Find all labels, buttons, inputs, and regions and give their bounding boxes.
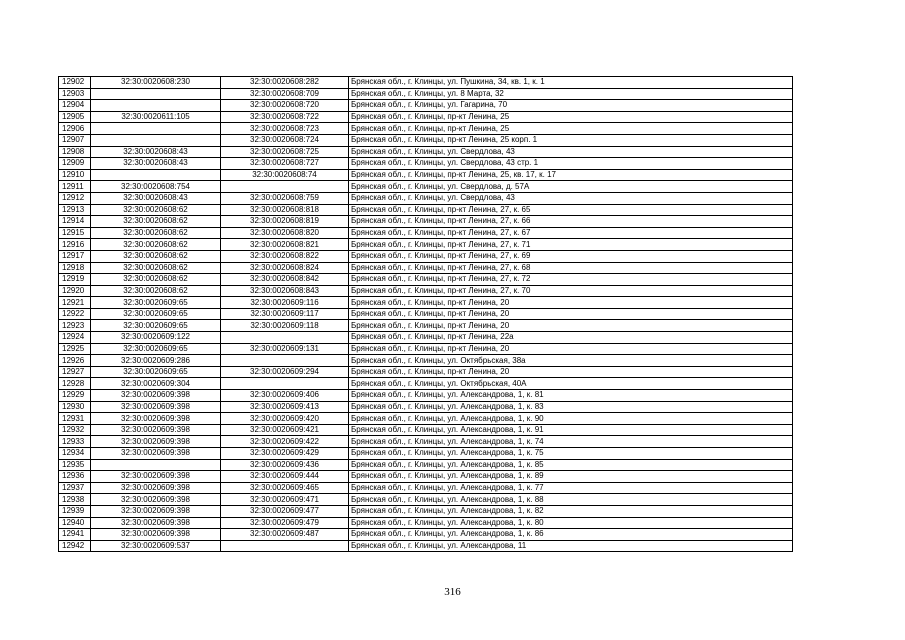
table-row <box>59 390 793 402</box>
address-cell: Брянская обл., г. Клинцы, пр-кт Ленина, 25 <box>349 123 793 135</box>
table-row <box>59 297 793 309</box>
row-number-cell: 12906 <box>59 123 91 135</box>
row-number-cell: 12916 <box>59 239 91 251</box>
cadastral-number-cell: 32:30:0020609:65 <box>91 320 221 332</box>
address-cell: Брянская обл., г. Клинцы, пр-кт Ленина, 20 <box>349 343 793 355</box>
object-cadastral-number-cell: 32:30:0020608:824 <box>221 262 349 274</box>
cadastral-number-cell: 32:30:0020609:398 <box>91 471 221 483</box>
address-cell: Брянская обл., г. Клинцы, ул. Александрова, 1, к. 75 <box>349 448 793 460</box>
table-row <box>59 448 793 460</box>
object-cadastral-number-cell: 32:30:0020608:725 <box>221 146 349 158</box>
row-number-cell: 12904 <box>59 100 91 112</box>
row-number-cell: 12937 <box>59 482 91 494</box>
address-cell: Брянская обл., г. Клинцы, ул. Свердлова, 43 стр. 1 <box>349 158 793 170</box>
row-number-cell: 12934 <box>59 448 91 460</box>
object-cadastral-number-cell: 32:30:0020608:727 <box>221 158 349 170</box>
cadastral-number-cell: 32:30:0020609:398 <box>91 401 221 413</box>
table-row <box>59 308 793 320</box>
table-row <box>59 505 793 517</box>
table-row <box>59 239 793 251</box>
table-row <box>59 227 793 239</box>
address-cell: Брянская обл., г. Клинцы, пр-кт Ленина, 25 корп. 1 <box>349 134 793 146</box>
cadastral-number-cell: 32:30:0020608:62 <box>91 250 221 262</box>
object-cadastral-number-cell: 32:30:0020609:420 <box>221 413 349 425</box>
address-cell: Брянская обл., г. Клинцы, ул. Александрова, 1, к. 82 <box>349 505 793 517</box>
cadastral-number-cell: 32:30:0020608:62 <box>91 216 221 228</box>
address-cell: Брянская обл., г. Клинцы, ул. 8 Марта, 32 <box>349 88 793 100</box>
cadastral-number-cell: 32:30:0020609:65 <box>91 308 221 320</box>
cadastral-number-cell: 32:30:0020609:537 <box>91 540 221 552</box>
table-row <box>59 424 793 436</box>
table-row <box>59 216 793 228</box>
object-cadastral-number-cell: 32:30:0020609:406 <box>221 390 349 402</box>
table-row <box>59 320 793 332</box>
row-number-cell: 12932 <box>59 424 91 436</box>
cadastral-number-cell: 32:30:0020609:398 <box>91 517 221 529</box>
object-cadastral-number-cell: 32:30:0020608:74 <box>221 169 349 181</box>
row-number-cell: 12907 <box>59 134 91 146</box>
cadastral-number-cell: 32:30:0020608:230 <box>91 77 221 89</box>
object-cadastral-number-cell: 32:30:0020609:118 <box>221 320 349 332</box>
row-number-cell: 12917 <box>59 250 91 262</box>
address-cell: Брянская обл., г. Клинцы, ул. Пушкина, 34, кв. 1, к. 1 <box>349 77 793 89</box>
cadastral-number-cell: 32:30:0020609:398 <box>91 494 221 506</box>
object-cadastral-number-cell: 32:30:0020608:821 <box>221 239 349 251</box>
table-row <box>59 123 793 135</box>
row-number-cell: 12914 <box>59 216 91 228</box>
cadastral-number-cell: 32:30:0020608:62 <box>91 285 221 297</box>
row-number-cell: 12933 <box>59 436 91 448</box>
page-number: 316 <box>444 586 461 598</box>
row-number-cell: 12921 <box>59 297 91 309</box>
cadastral-number-cell <box>91 169 221 181</box>
row-number-cell: 12940 <box>59 517 91 529</box>
address-cell: Брянская обл., г. Клинцы, пр-кт Ленина, 27, к. 66 <box>349 216 793 228</box>
row-number-cell: 12931 <box>59 413 91 425</box>
address-cell: Брянская обл., г. Клинцы, пр-кт Ленина, 27, к. 65 <box>349 204 793 216</box>
cadastral-number-cell: 32:30:0020609:398 <box>91 424 221 436</box>
object-cadastral-number-cell: 32:30:0020608:759 <box>221 192 349 204</box>
address-cell: Брянская обл., г. Клинцы, ул. Александрова, 1, к. 80 <box>349 517 793 529</box>
row-number-cell: 12935 <box>59 459 91 471</box>
row-number-cell: 12915 <box>59 227 91 239</box>
row-number-cell: 12927 <box>59 366 91 378</box>
address-cell: Брянская обл., г. Клинцы, пр-кт Ленина, 27, к. 69 <box>349 250 793 262</box>
address-cell: Брянская обл., г. Клинцы, ул. Свердлова, 43 <box>349 192 793 204</box>
address-cell: Брянская обл., г. Клинцы, ул. Александрова, 1, к. 90 <box>349 413 793 425</box>
table-body <box>59 77 793 552</box>
table-row <box>59 192 793 204</box>
address-cell: Брянская обл., г. Клинцы, пр-кт Ленина, 20 <box>349 308 793 320</box>
object-cadastral-number-cell: 32:30:0020608:724 <box>221 134 349 146</box>
address-cell: Брянская обл., г. Клинцы, ул. Александрова, 1, к. 74 <box>349 436 793 448</box>
row-number-cell: 12925 <box>59 343 91 355</box>
address-cell: Брянская обл., г. Клинцы, ул. Александрова, 1, к. 86 <box>349 529 793 541</box>
row-number-cell: 12939 <box>59 505 91 517</box>
cadastral-number-cell <box>91 134 221 146</box>
address-cell: Брянская обл., г. Клинцы, ул. Александрова, 11 <box>349 540 793 552</box>
cadastral-number-cell: 32:30:0020609:65 <box>91 297 221 309</box>
cadastral-number-cell: 32:30:0020608:62 <box>91 262 221 274</box>
object-cadastral-number-cell: 32:30:0020609:421 <box>221 424 349 436</box>
object-cadastral-number-cell: 32:30:0020608:720 <box>221 100 349 112</box>
address-cell: Брянская обл., г. Клинцы, ул. Александрова, 1, к. 88 <box>349 494 793 506</box>
row-number-cell: 12918 <box>59 262 91 274</box>
object-cadastral-number-cell: 32:30:0020609:477 <box>221 505 349 517</box>
row-number-cell: 12924 <box>59 332 91 344</box>
cadastral-number-cell: 32:30:0020608:43 <box>91 146 221 158</box>
address-cell: Брянская обл., г. Клинцы, ул. Александрова, 1, к. 89 <box>349 471 793 483</box>
table-row <box>59 158 793 170</box>
address-cell: Брянская обл., г. Клинцы, ул. Свердлова, д. 57А <box>349 181 793 193</box>
cadastral-number-cell: 32:30:0020609:286 <box>91 355 221 367</box>
address-cell: Брянская обл., г. Клинцы, ул. Свердлова, 43 <box>349 146 793 158</box>
address-cell: Брянская обл., г. Клинцы, ул. Октябрьская, 40А <box>349 378 793 390</box>
table-row <box>59 540 793 552</box>
object-cadastral-number-cell: 32:30:0020609:413 <box>221 401 349 413</box>
cadastral-number-cell: 32:30:0020608:43 <box>91 192 221 204</box>
row-number-cell: 12938 <box>59 494 91 506</box>
table-row <box>59 181 793 193</box>
object-cadastral-number-cell: 32:30:0020608:723 <box>221 123 349 135</box>
cadastral-number-cell: 32:30:0020608:62 <box>91 227 221 239</box>
object-cadastral-number-cell <box>221 181 349 193</box>
address-cell: Брянская обл., г. Клинцы, ул. Александрова, 1, к. 77 <box>349 482 793 494</box>
row-number-cell: 12909 <box>59 158 91 170</box>
table-row <box>59 355 793 367</box>
address-cell: Брянская обл., г. Клинцы, пр-кт Ленина, 27, к. 71 <box>349 239 793 251</box>
table-row <box>59 401 793 413</box>
table-row <box>59 169 793 181</box>
object-cadastral-number-cell: 32:30:0020609:487 <box>221 529 349 541</box>
object-cadastral-number-cell: 32:30:0020608:822 <box>221 250 349 262</box>
row-number-cell: 12919 <box>59 274 91 286</box>
address-cell: Брянская обл., г. Клинцы, ул. Александрова, 1, к. 83 <box>349 401 793 413</box>
cadastral-number-cell: 32:30:0020608:62 <box>91 204 221 216</box>
table-row <box>59 285 793 297</box>
object-cadastral-number-cell: 32:30:0020609:479 <box>221 517 349 529</box>
address-cell: Брянская обл., г. Клинцы, пр-кт Ленина, 27, к. 72 <box>349 274 793 286</box>
address-cell: Брянская обл., г. Клинцы, пр-кт Ленина, 25 <box>349 111 793 123</box>
table-row <box>59 262 793 274</box>
cadastral-number-cell: 32:30:0020609:398 <box>91 390 221 402</box>
table-row <box>59 482 793 494</box>
cadastral-number-cell <box>91 123 221 135</box>
cadastral-number-cell <box>91 88 221 100</box>
table-row <box>59 494 793 506</box>
row-number-cell: 12913 <box>59 204 91 216</box>
cadastral-number-cell: 32:30:0020609:398 <box>91 482 221 494</box>
object-cadastral-number-cell: 32:30:0020608:282 <box>221 77 349 89</box>
row-number-cell: 12912 <box>59 192 91 204</box>
object-cadastral-number-cell: 32:30:0020608:843 <box>221 285 349 297</box>
address-cell: Брянская обл., г. Клинцы, пр-кт Ленина, 20 <box>349 297 793 309</box>
object-cadastral-number-cell: 32:30:0020609:429 <box>221 448 349 460</box>
object-cadastral-number-cell: 32:30:0020608:722 <box>221 111 349 123</box>
cadastral-number-cell: 32:30:0020611:105 <box>91 111 221 123</box>
cadastral-number-cell: 32:30:0020609:398 <box>91 413 221 425</box>
table-row <box>59 204 793 216</box>
table-row <box>59 529 793 541</box>
cadastral-number-cell: 32:30:0020608:43 <box>91 158 221 170</box>
row-number-cell: 12929 <box>59 390 91 402</box>
cadastral-number-cell: 32:30:0020609:398 <box>91 505 221 517</box>
table-row <box>59 134 793 146</box>
object-cadastral-number-cell: 32:30:0020608:709 <box>221 88 349 100</box>
cadastral-number-cell: 32:30:0020609:398 <box>91 529 221 541</box>
address-cell: Брянская обл., г. Клинцы, ул. Октябрьская, 38а <box>349 355 793 367</box>
address-cell: Брянская обл., г. Клинцы, ул. Александрова, 1, к. 91 <box>349 424 793 436</box>
row-number-cell: 12926 <box>59 355 91 367</box>
table-row <box>59 77 793 89</box>
table-row <box>59 146 793 158</box>
object-cadastral-number-cell: 32:30:0020608:819 <box>221 216 349 228</box>
table-row <box>59 459 793 471</box>
cadastral-number-cell: 32:30:0020609:398 <box>91 436 221 448</box>
object-cadastral-number-cell: 32:30:0020609:471 <box>221 494 349 506</box>
address-cell: Брянская обл., г. Клинцы, пр-кт Ленина, 25, кв. 17, к. 17 <box>349 169 793 181</box>
address-cell: Брянская обл., г. Клинцы, ул. Гагарина, 70 <box>349 100 793 112</box>
row-number-cell: 12942 <box>59 540 91 552</box>
object-cadastral-number-cell: 32:30:0020608:820 <box>221 227 349 239</box>
table-row <box>59 378 793 390</box>
object-cadastral-number-cell: 32:30:0020608:842 <box>221 274 349 286</box>
object-cadastral-number-cell <box>221 378 349 390</box>
row-number-cell: 12922 <box>59 308 91 320</box>
table-row <box>59 436 793 448</box>
row-number-cell: 12930 <box>59 401 91 413</box>
address-cell: Брянская обл., г. Клинцы, пр-кт Ленина, 27, к. 68 <box>349 262 793 274</box>
cadastral-number-cell <box>91 459 221 471</box>
row-number-cell: 12936 <box>59 471 91 483</box>
object-cadastral-number-cell <box>221 540 349 552</box>
row-number-cell: 12941 <box>59 529 91 541</box>
table-row <box>59 517 793 529</box>
cadastral-number-cell: 32:30:0020609:398 <box>91 448 221 460</box>
row-number-cell: 12928 <box>59 378 91 390</box>
object-cadastral-number-cell: 32:30:0020609:131 <box>221 343 349 355</box>
row-number-cell: 12923 <box>59 320 91 332</box>
address-cell: Брянская обл., г. Клинцы, пр-кт Ленина, 27, к. 67 <box>349 227 793 239</box>
cadastral-table <box>58 76 793 552</box>
table-row <box>59 413 793 425</box>
address-cell: Брянская обл., г. Клинцы, ул. Александрова, 1, к. 85 <box>349 459 793 471</box>
table-row <box>59 250 793 262</box>
row-number-cell: 12903 <box>59 88 91 100</box>
table-row <box>59 88 793 100</box>
cadastral-number-cell: 32:30:0020609:65 <box>91 343 221 355</box>
cadastral-number-cell: 32:30:0020609:304 <box>91 378 221 390</box>
address-cell: Брянская обл., г. Клинцы, пр-кт Ленина, 27, к. 70 <box>349 285 793 297</box>
table-row <box>59 274 793 286</box>
row-number-cell: 12920 <box>59 285 91 297</box>
table-row <box>59 111 793 123</box>
row-number-cell: 12905 <box>59 111 91 123</box>
cadastral-number-cell: 32:30:0020608:62 <box>91 274 221 286</box>
row-number-cell: 12902 <box>59 77 91 89</box>
cadastral-number-cell: 32:30:0020608:62 <box>91 239 221 251</box>
object-cadastral-number-cell: 32:30:0020609:422 <box>221 436 349 448</box>
object-cadastral-number-cell: 32:30:0020609:116 <box>221 297 349 309</box>
row-number-cell: 12910 <box>59 169 91 181</box>
cadastral-number-cell: 32:30:0020609:65 <box>91 366 221 378</box>
object-cadastral-number-cell: 32:30:0020609:117 <box>221 308 349 320</box>
table-row <box>59 366 793 378</box>
table-row <box>59 332 793 344</box>
row-number-cell: 12911 <box>59 181 91 193</box>
address-cell: Брянская обл., г. Клинцы, пр-кт Ленина, 20 <box>349 366 793 378</box>
object-cadastral-number-cell: 32:30:0020609:465 <box>221 482 349 494</box>
row-number-cell: 12908 <box>59 146 91 158</box>
object-cadastral-number-cell: 32:30:0020609:436 <box>221 459 349 471</box>
address-cell: Брянская обл., г. Клинцы, ул. Александрова, 1, к. 81 <box>349 390 793 402</box>
cadastral-number-cell: 32:30:0020608:754 <box>91 181 221 193</box>
table-row <box>59 343 793 355</box>
table-row <box>59 471 793 483</box>
object-cadastral-number-cell <box>221 355 349 367</box>
object-cadastral-number-cell: 32:30:0020608:818 <box>221 204 349 216</box>
object-cadastral-number-cell: 32:30:0020609:444 <box>221 471 349 483</box>
cadastral-number-cell <box>91 100 221 112</box>
address-cell: Брянская обл., г. Клинцы, пр-кт Ленина, 20 <box>349 320 793 332</box>
object-cadastral-number-cell: 32:30:0020609:294 <box>221 366 349 378</box>
object-cadastral-number-cell <box>221 332 349 344</box>
table-row <box>59 100 793 112</box>
cadastral-number-cell: 32:30:0020609:122 <box>91 332 221 344</box>
address-cell: Брянская обл., г. Клинцы, пр-кт Ленина, 22а <box>349 332 793 344</box>
